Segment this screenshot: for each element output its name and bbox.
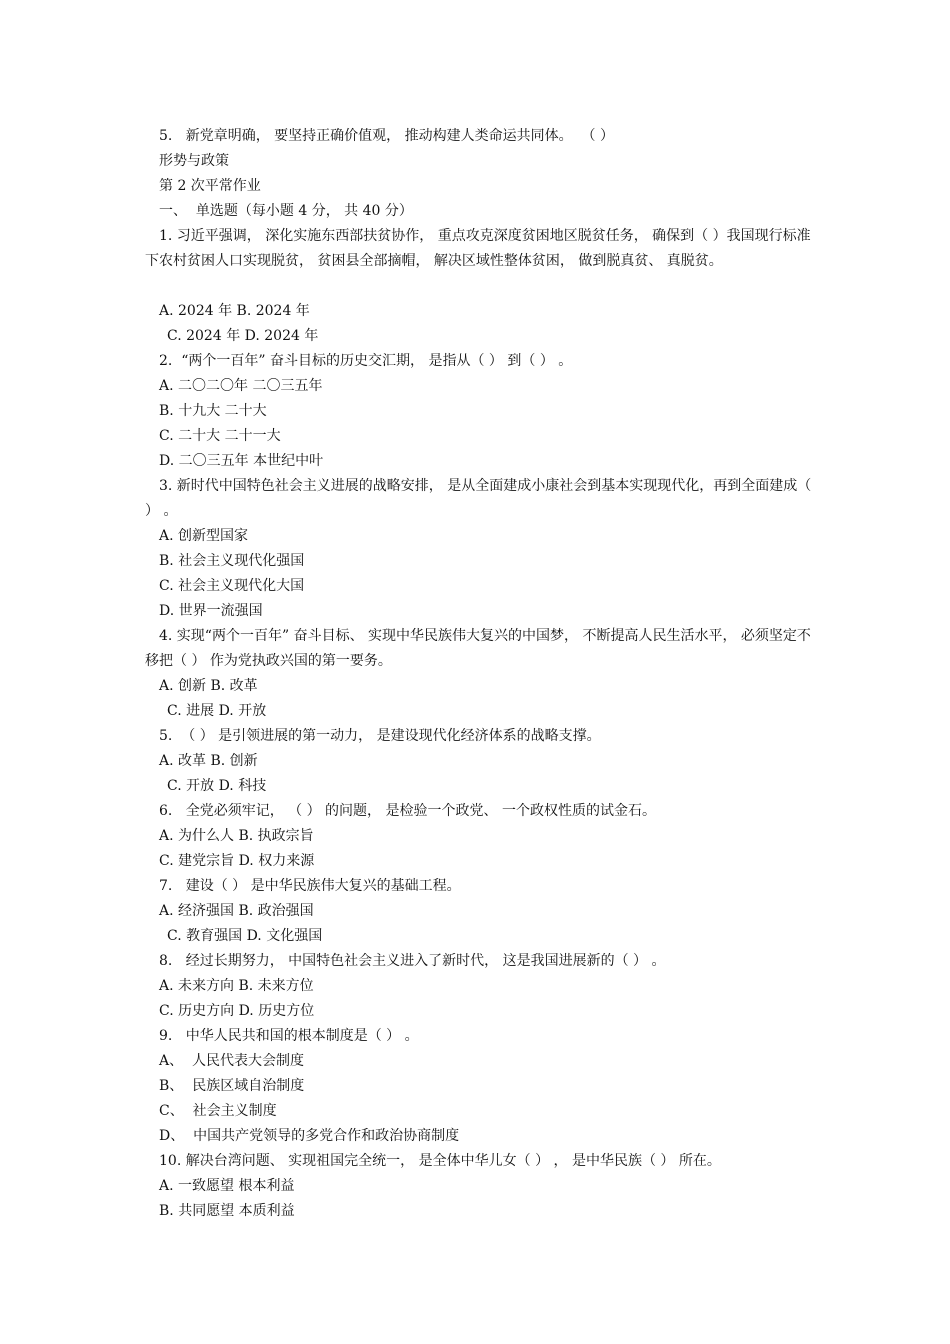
text-line: C. 教育强国 D. 文化强国 [167, 928, 323, 944]
text-line: D. 二〇三五年 本世纪中叶 [159, 453, 324, 469]
text-line: 7. 建设（ ） 是中华民族伟大复兴的基础工程。 [159, 878, 461, 894]
text-line: 6. 全党必须牢记， （ ） 的问题， 是检验一个政党、 一个政权性质的试金石。 [159, 803, 656, 819]
text-line: B. 社会主义现代化强国 [159, 553, 305, 569]
text-line: 1. 习近平强调， 深化实施东西部扶贫协作， 重点攻克深度贫困地区脱贫任务， 确保到（ ）我国现行标准下农村贫困人口实现脱贫， 贫困县全部摘帽， 解决区域性整体贫困， 做到脱真贫、 真脱贫。 [145, 228, 811, 269]
text-line: 5. （ ） 是引领进展的第一动力， 是建设现代化经济体系的战略支撑。 [159, 728, 601, 744]
text-line: C. 开放 D. 科技 [167, 778, 267, 794]
text-line: 4. 实现“两个一百年” 奋斗目标、 实现中华民族伟大复兴的中国梦， 不断提高人民生活水平， 必须坚定不移把（ ） 作为党执政兴国的第一要务。 [145, 628, 811, 669]
text-line: A. 为什么人 B. 执政宗旨 [159, 828, 314, 844]
text-line: C. 历史方向 D. 历史方位 [159, 1003, 315, 1019]
text-line: 5. 新党章明确， 要坚持正确价值观， 推动构建人类命运共同体。 （ ） [159, 128, 614, 144]
text-line: A. 改革 B. 创新 [159, 753, 258, 769]
text-line: 2. “两个一百年” 奋斗目标的历史交汇期， 是指从（ ） 到（ ） 。 [159, 353, 573, 369]
text-line: 8. 经过长期努力， 中国特色社会主义进入了新时代， 这是我国进展新的（ ） 。 [159, 953, 666, 969]
text-line: 形势与政策 [159, 153, 229, 169]
text-line: B. 共同愿望 本质利益 [159, 1203, 295, 1219]
text-line: C. 进展 D. 开放 [167, 703, 267, 719]
text-line: 第 2 次平常作业 [159, 178, 261, 194]
text-line: A. 一致愿望 根本利益 [159, 1178, 295, 1194]
text-line: B. 十九大 二十大 [159, 403, 267, 419]
text-line: A. 二〇二〇年 二〇三五年 [159, 378, 323, 394]
text-line: A. 创新 B. 改革 [159, 678, 258, 694]
text-line: A. 未来方向 B. 未来方位 [159, 978, 314, 994]
text-line: 3. 新时代中国特色社会主义进展的战略安排， 是从全面建成小康社会到基本实现现代化，再到全面建成（ ） 。 [145, 478, 812, 519]
text-line: C、 社会主义制度 [159, 1103, 277, 1119]
text-line: A、 人民代表大会制度 [159, 1053, 305, 1069]
text-line: C. 建党宗旨 D. 权力来源 [159, 853, 315, 869]
text-line: 一、 单选题（每小题 4 分， 共 40 分） [159, 203, 413, 219]
text-line: A. 经济强国 B. 政治强国 [159, 903, 314, 919]
text-line: A. 创新型国家 [159, 528, 249, 544]
text-line: C. 二十大 二十一大 [159, 428, 281, 444]
text-line: D. 世界一流强国 [159, 603, 263, 619]
text-line: 10. 解决台湾问题、 实现祖国完全统一， 是全体中华儿女（ ） ， 是中华民族（ ） 所在。 [159, 1153, 721, 1169]
text-line: A. 2024 年 B. 2024 年 [159, 303, 310, 319]
text-line: C. 社会主义现代化大国 [159, 578, 305, 594]
text-line: D、 中国共产党领导的多党合作和政治协商制度 [159, 1128, 460, 1144]
document-body [145, 124, 815, 1224]
text-line: 9. 中华人民共和国的根本制度是（ ） 。 [159, 1028, 419, 1044]
text-line: C. 2024 年 D. 2024 年 [167, 328, 319, 344]
text-line: B、 民族区域自治制度 [159, 1078, 305, 1094]
